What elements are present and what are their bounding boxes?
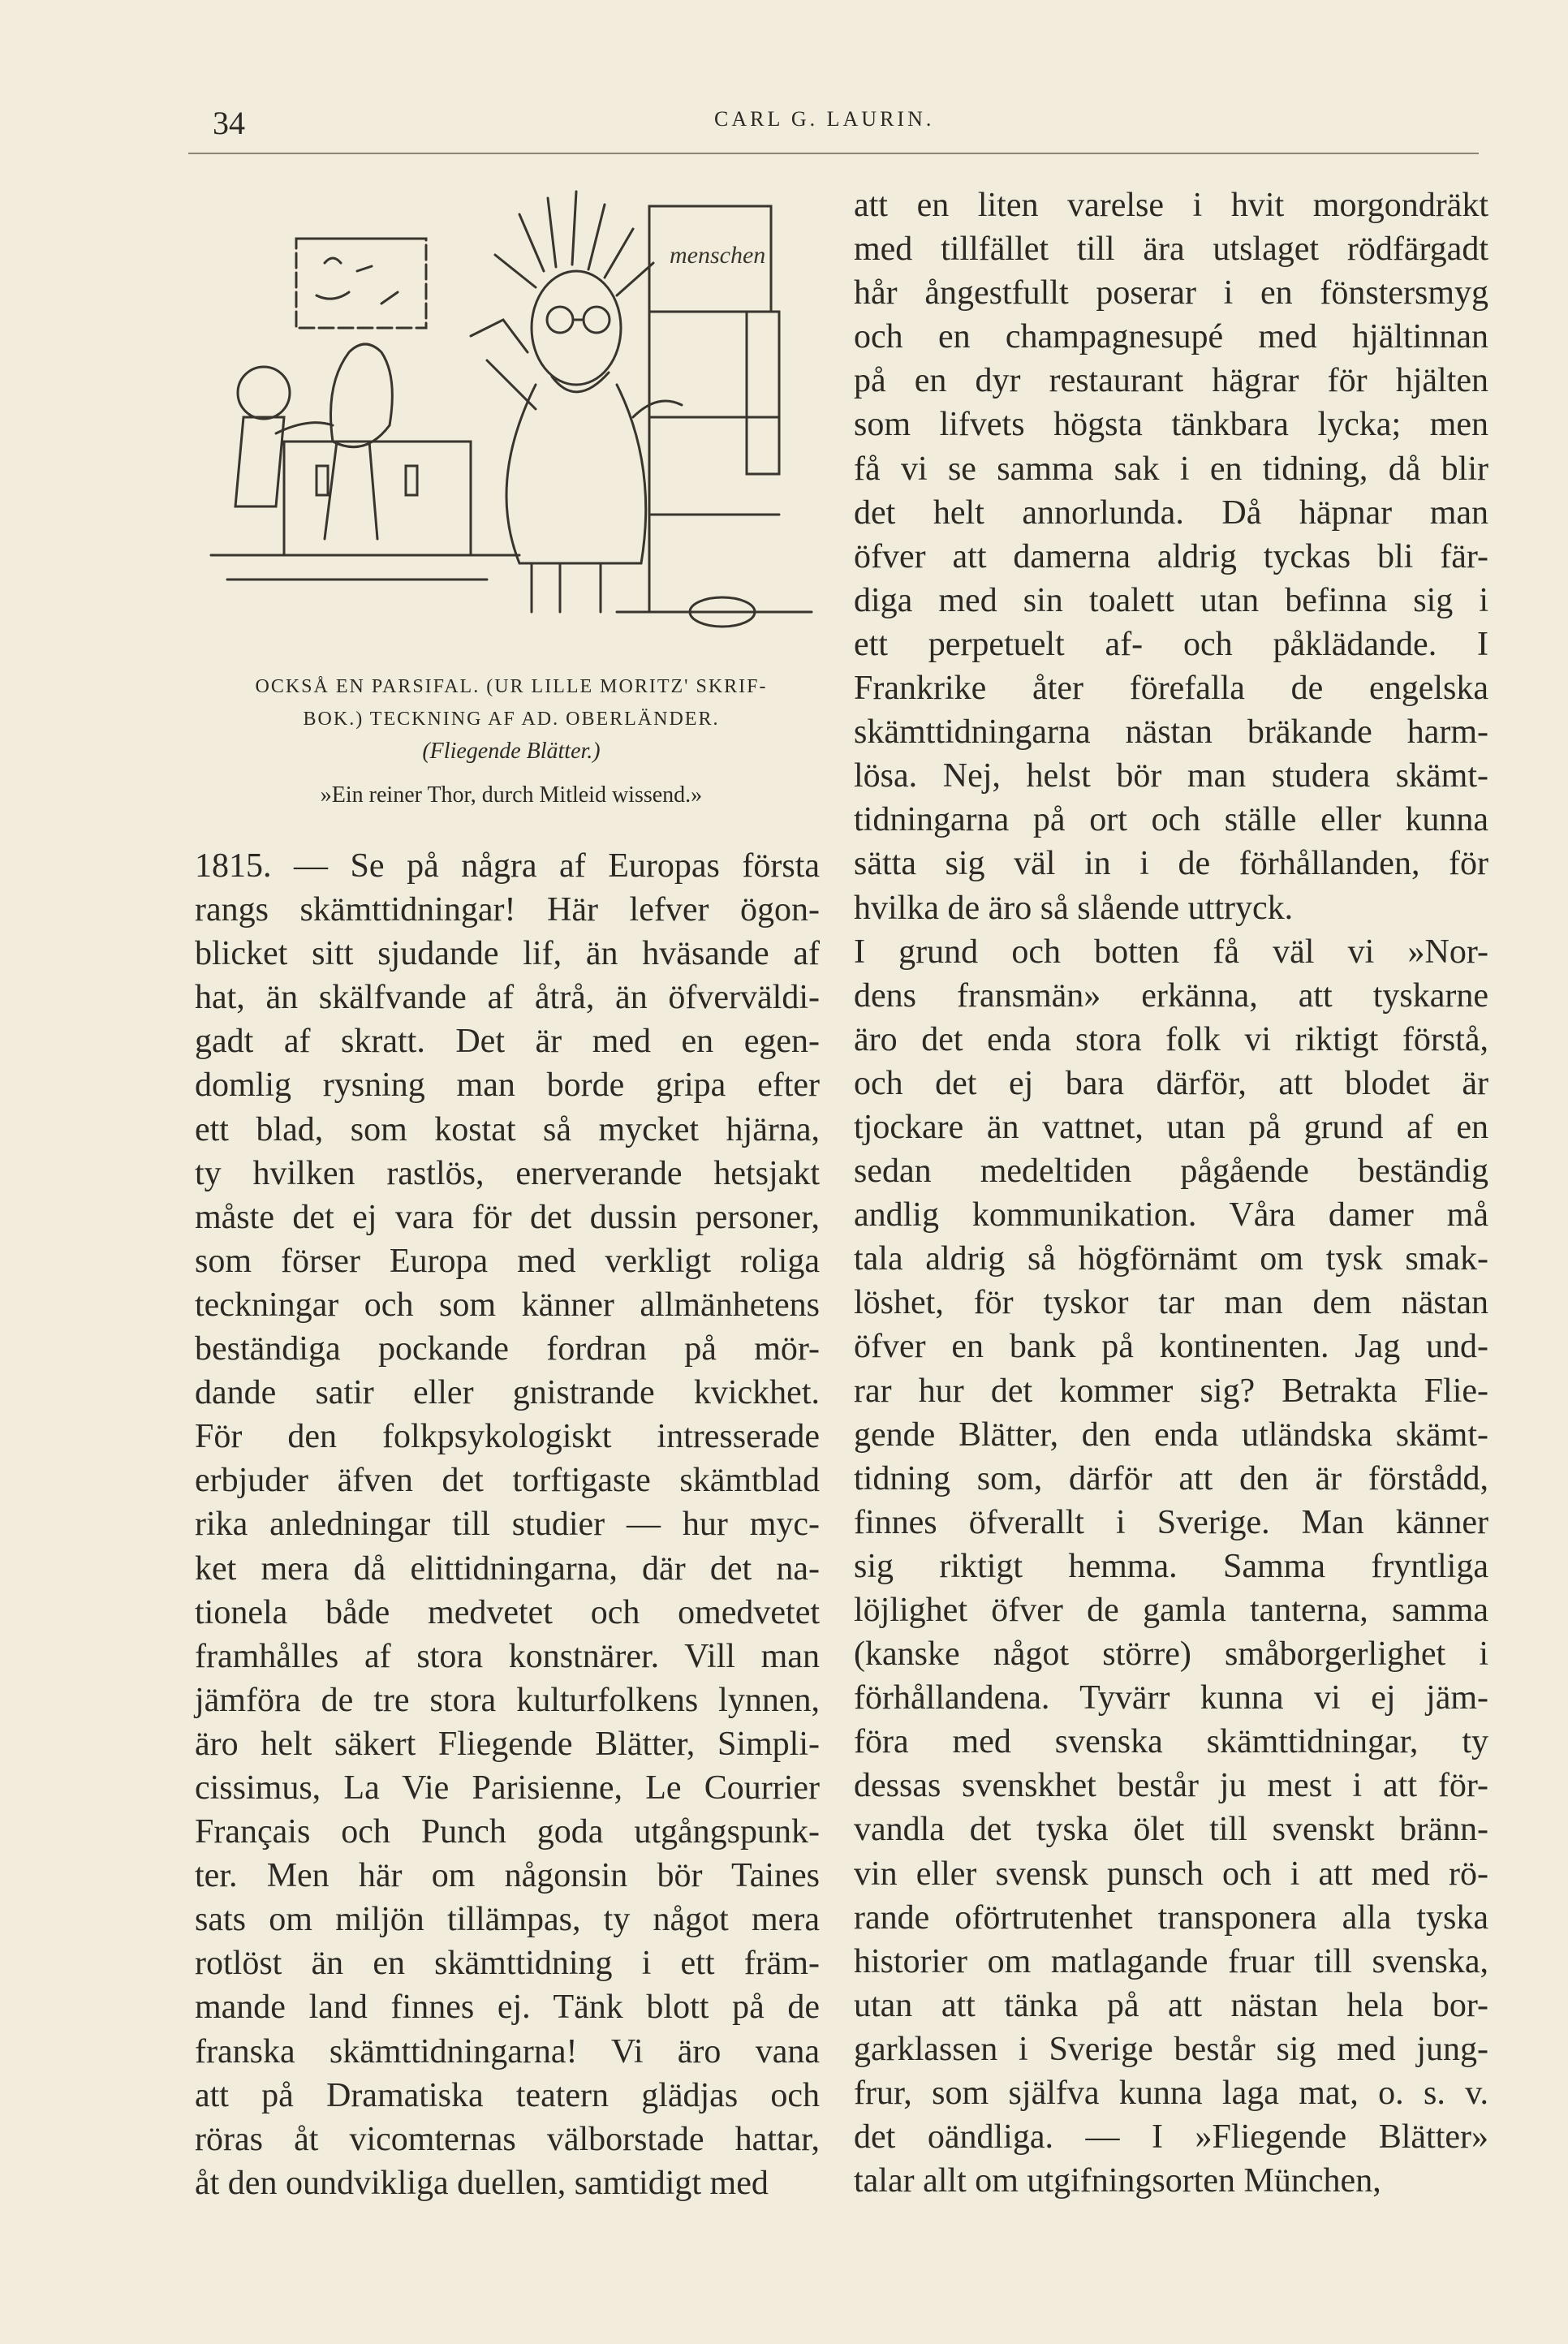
text-line: erbjuder äfven det torftigaste skämtblad [195, 1462, 820, 1500]
text-line: rar hur det kommer sig? Betrakta Flie- [854, 1372, 1488, 1410]
text-line: sig riktigt hemma. Samma fryntliga [854, 1547, 1488, 1585]
text-line: hår ångestfullt poserar i en fönstersmyg [854, 274, 1488, 312]
text-line: rika anledningar till studier — hur myc- [195, 1506, 820, 1544]
text-line: dande satir eller gnistrande kvickhet. [195, 1374, 820, 1412]
header-rule [188, 153, 1479, 154]
text-line: löshet, för tyskor tar man dem nästan [854, 1284, 1488, 1322]
sign-text: menschen [670, 242, 766, 269]
caption-line-1: OCKSÅ EN PARSIFAL. (UR LILLE MORITZ' SKRIF- [255, 676, 768, 697]
text-line: tidning som, därför att den är förstådd, [854, 1459, 1488, 1497]
text-line: Français och Punch goda utgångspunk- [195, 1813, 820, 1851]
text-line: dessas svenskhet består ju mest i att för- [854, 1767, 1488, 1805]
text-line: få vi se samma sak i en tidning, då blir [854, 450, 1488, 488]
text-line: blicket sitt sjudande lif, än hväsande af [195, 935, 820, 973]
text-line: att på Dramatiska teatern glädjas och [195, 2076, 820, 2114]
text-line: ett blad, som kostat så mycket hjärna, [195, 1110, 820, 1148]
text-line: äro det enda stora folk vi riktigt förstå, [854, 1020, 1488, 1058]
text-line: att en liten varelse i hvit morgondräkt [854, 187, 1488, 224]
text-line: vin eller svensk punsch och i att med rö- [854, 1855, 1488, 1893]
text-line: rotlöst än en skämttidning i ett främ- [195, 1945, 820, 1983]
text-line: För den folkpsykologiskt intresserade [195, 1418, 820, 1456]
text-line: utan att tänka på att nästan hela bor- [854, 1986, 1488, 2024]
text-line: ty hvilken rastlös, enerverande hetsjakt [195, 1154, 820, 1192]
text-line: dens fransmän» erkänna, att tyskarne [854, 976, 1488, 1015]
text-line: ket mera då elittidningarna, där det na- [195, 1549, 820, 1588]
text-line: I grund och botten få väl vi »Nor- [854, 933, 1488, 971]
text-line: 1815. — Se på några af Europas första [195, 847, 820, 885]
caption-line-2: BOK.) TECKNING AF AD. OBERLÄNDER. [303, 709, 720, 730]
text-line: åt den oundvikliga duellen, samtidigt med [195, 2164, 769, 2202]
running-title: CARL G. LAURIN. [714, 107, 935, 131]
child-head [238, 367, 290, 419]
text-line: tala aldrig så högförnämt om tysk smak- [854, 1240, 1488, 1278]
text-line: röras åt vicomternas välborstade hattar, [195, 2120, 820, 2158]
text-line: gadt af skratt. Det är med en egen- [195, 1023, 820, 1061]
text-line: historier om matlagande fruar till svenska, [854, 1942, 1488, 1980]
text-line: jämföra de tre stora kulturfolkens lynnen, [195, 1681, 820, 1719]
text-line: föra med svenska skämttidningar, ty [854, 1723, 1488, 1761]
text-line: andlig kommunikation. Våra damer må [854, 1196, 1488, 1234]
text-line: öfver att damerna aldrig tyckas bli fär- [854, 537, 1488, 575]
text-line: det oändliga. — I »Fliegende Blätter» [854, 2118, 1488, 2157]
text-line: gende Blätter, den enda utländska skämt- [854, 1415, 1488, 1454]
text-line: framhålles af stora konstnärer. Vill man [195, 1637, 820, 1675]
text-line: tidningarna på ort och ställe eller kunna [854, 801, 1488, 839]
text-line: hvilka de äro så slående uttryck. [854, 889, 1294, 927]
text-line: cissimus, La Vie Parisienne, Le Courrier [195, 1769, 820, 1807]
caption-quote: »Ein reiner Thor, durch Mitleid wissend.» [320, 782, 703, 808]
cartoon-illustration [195, 174, 828, 661]
text-line: ett perpetuelt af- och påklädande. I [854, 625, 1488, 663]
text-line: med tillfället till ära utslaget rödfärgadt [854, 231, 1488, 269]
text-line: domlig rysning man borde gripa efter [195, 1066, 820, 1105]
text-line: tionela både medvetet och omedvetet [195, 1593, 820, 1631]
text-line: som förser Europa med verkligt roliga [195, 1242, 820, 1280]
text-line: och det ej bara därför, att blodet är [854, 1064, 1488, 1102]
text-line: mande land finnes ej. Tänk blott på de [195, 1989, 820, 2027]
figure-caption [203, 670, 820, 812]
text-line: teckningar och som känner allmänhetens [195, 1286, 820, 1324]
text-line: som lifvets högsta tänkbara lycka; men [854, 406, 1488, 444]
text-line: förhållandena. Tyvärr kunna vi ej jäm- [854, 1679, 1488, 1717]
text-line: beständiga pockande fordran på mör- [195, 1330, 820, 1368]
text-line: äro helt säkert Fliegende Blätter, Simpli- [195, 1725, 820, 1763]
text-line: talar allt om utgifningsorten München, [854, 2162, 1381, 2200]
left-column [195, 844, 820, 2205]
text-line: lösa. Nej, helst bör man studera skämt- [854, 757, 1488, 795]
text-line: tjockare än vattnet, utan på grund af en [854, 1108, 1488, 1146]
text-line: sätta sig väl in i de förhållanden, för [854, 845, 1488, 883]
text-line: på en dyr restaurant hägrar för hjälten [854, 362, 1488, 400]
text-line: (kanske något större) småborgerlighet i [854, 1635, 1488, 1674]
text-line: frur, som själfva kunna laga mat, o. s. v. [854, 2075, 1488, 2113]
caption-source: (Fliegende Blätter.) [422, 739, 601, 764]
text-line: vandla det tyska ölet till svenskt bränn- [854, 1811, 1488, 1849]
text-line: löjlighet öfver de gamla tanterna, samma [854, 1592, 1488, 1629]
text-line: garklassen i Sverige består sig med jung- [854, 2030, 1488, 2068]
text-line: sats om miljön tillämpas, ty något mera [195, 1901, 820, 1939]
text-line: diga med sin toalett utan befinna sig i [854, 581, 1488, 619]
text-line: hat, än skälfvande af åtrå, än öfverväldi- [195, 979, 820, 1017]
text-line: sedan medeltiden pågående beständig [854, 1153, 1488, 1191]
text-line: rande oförtrutenhet transponera alla tyska [854, 1898, 1488, 1937]
text-line: skämttidningarna nästan bräkande harm- [854, 713, 1488, 752]
text-line: Frankrike åter förefalla de engelska [854, 670, 1488, 708]
text-line: rangs skämttidningar! Här lefver ögon- [195, 891, 820, 929]
text-line: ter. Men här om någonsin bör Taines [195, 1857, 820, 1895]
page-number: 34 [213, 105, 245, 141]
text-line: måste det ej vara för det dussin personer, [195, 1198, 820, 1236]
right-column [854, 183, 1488, 2203]
text-line: det helt annorlunda. Då häpnar man [854, 493, 1488, 532]
wall-picture [296, 239, 426, 328]
text-line: och en champagnesupé med hjältinnan [854, 318, 1488, 356]
text-line: franska skämttidningarna! Vi äro vana [195, 2032, 820, 2070]
text-line: öfver en bank på kontinenten. Jag und- [854, 1328, 1488, 1366]
text-line: finnes öfverallt i Sverige. Man känner [854, 1503, 1488, 1541]
